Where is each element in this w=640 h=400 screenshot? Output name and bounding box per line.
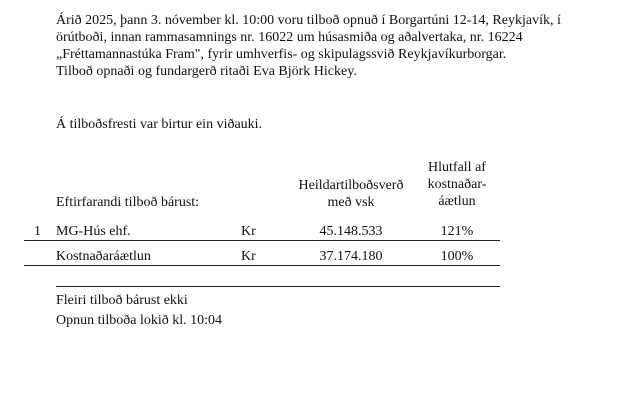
column-header-ratio-line: áætlun — [438, 194, 476, 209]
column-header-ratio-line: Hlutfall af — [428, 160, 486, 175]
column-header-ratio-line: kostnaðar- — [427, 177, 487, 192]
intro-line: Tilboð opnaði og fundargerð ritaði Eva Björk Hickey. — [56, 64, 357, 79]
column-header-total — [280, 177, 422, 211]
intro-line: Árið 2025, þann 3. nóvember kl. 10:00 voru tilboð opnuð í Borgartúni 12-14, Reykjavík, í — [56, 13, 561, 28]
column-header-ratio — [418, 159, 496, 210]
intro-paragraph — [56, 12, 616, 80]
row-number: 1 — [34, 224, 41, 239]
currency-label: Kr — [241, 224, 256, 239]
intro-line: örútboði, innan rammasamnings nr. 16022 um húsasmiða og aðalvertaka, nr. 16224 — [56, 30, 523, 45]
bid-total: 37.174.180 — [319, 249, 383, 264]
bidder-name: MG-Hús ehf. — [56, 224, 131, 239]
table-row — [0, 248, 640, 266]
intro-line: „Fréttamannastúka Fram", fyrir umhverfis- og skipulagssvið Reykjavíkurborgar. — [56, 47, 507, 62]
footer-line: Fleiri tilboð bárust ekki — [56, 293, 188, 308]
footer-line: Opnun tilboða lokið kl. 10:04 — [56, 313, 223, 328]
table-header-label: Eftirfarandi tilboð bárust: — [56, 195, 200, 210]
bidder-name: Kostnaðaráætlun — [56, 249, 151, 264]
column-header-total-line: með vsk — [327, 195, 375, 210]
footer-notes — [56, 292, 222, 332]
currency-label: Kr — [241, 249, 256, 264]
table-bottom-divider — [56, 286, 500, 287]
bid-ratio: 121% — [440, 224, 474, 239]
table-row — [0, 223, 640, 241]
appendix-note: Á tilboðsfresti var birtur ein viðauki. — [56, 117, 263, 132]
bid-total: 45.148.533 — [319, 224, 383, 239]
column-header-total-line: Heildartilboðsverð — [298, 178, 404, 193]
bid-ratio: 100% — [440, 249, 474, 264]
